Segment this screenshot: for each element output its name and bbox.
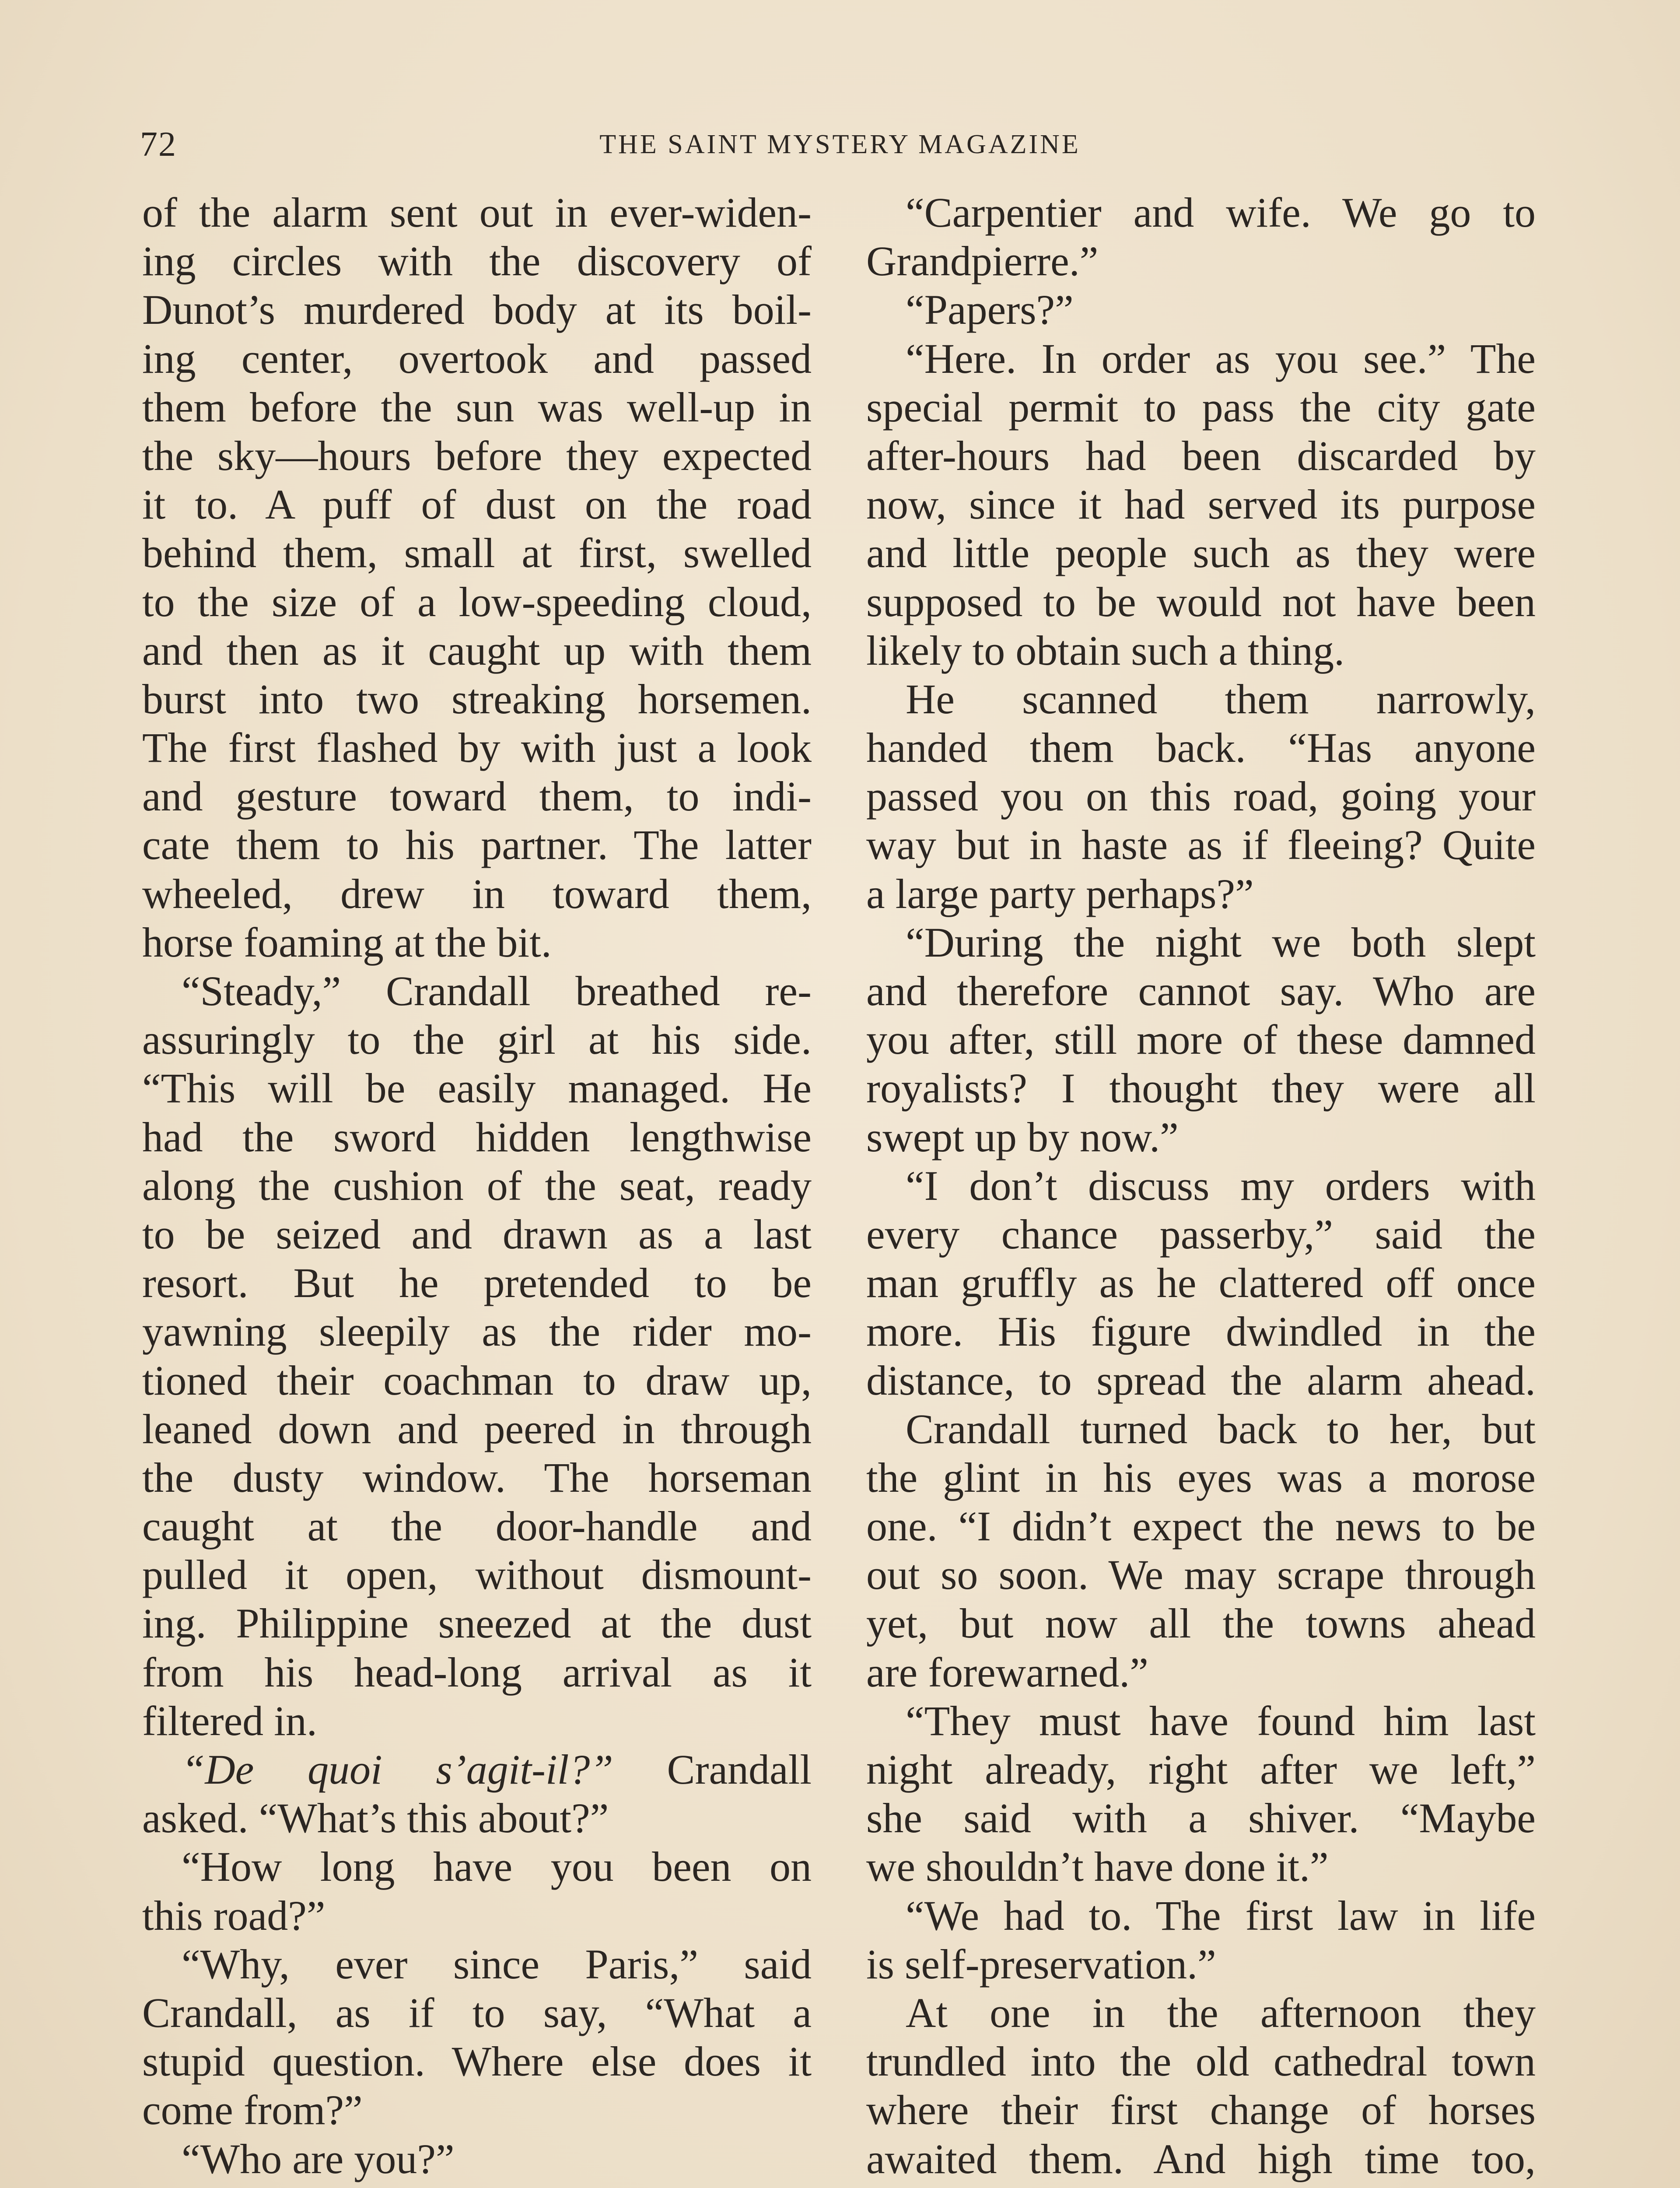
text-line: after-hours had been discarded by	[866, 432, 1536, 479]
text-line: ing. Philippine sneezed at the dust	[142, 1600, 812, 1647]
text-line: Grandpierre.”	[866, 238, 1099, 285]
text-line: “We had to. The first law in life	[906, 1892, 1536, 1939]
text-line: and then as it caught up with them	[142, 627, 812, 674]
text-line: pulled it open, without dismount-	[142, 1551, 812, 1599]
right-column	[866, 188, 1536, 2183]
text-line: ing circles with the discovery of	[142, 238, 812, 285]
text-line: Crandall turned back to her, but	[906, 1405, 1536, 1452]
text-line: “Who are you?”	[182, 2135, 455, 2182]
text-line: “Steady,” Crandall breathed re-	[182, 968, 812, 1014]
text-line: and gesture toward them, to indi-	[142, 773, 812, 820]
text-line: swept up by now.”	[866, 1113, 1179, 1161]
text-line: this road?”	[142, 1892, 326, 1939]
text-line: asked. “What’s this about?”	[142, 1795, 609, 1842]
italic-phrase: “De quoi s’agit-il?”	[182, 1746, 613, 1793]
text-line: At one in the afternoon they	[906, 1989, 1536, 2036]
text-line: now, since it had served its purpose	[866, 481, 1536, 528]
left-column	[142, 188, 812, 2183]
running-title: THE SAINT MYSTERY MAGAZINE	[599, 130, 1081, 159]
text-line: “They must have found him last	[906, 1697, 1536, 1744]
text-line: the sky—hours before they expected	[142, 432, 812, 479]
text-line: behind them, small at first, swelled	[142, 529, 812, 577]
text-line: it to. A puff of dust on the road	[142, 481, 812, 528]
text-line: of the alarm sent out in ever-widen-	[142, 189, 812, 236]
text-line: assuringly to the girl at his side.	[142, 1016, 812, 1063]
text-line: filtered in.	[142, 1697, 317, 1744]
text-line: awaited them. And high time too,	[866, 2135, 1536, 2182]
text-line: yet, but now all the towns ahead	[866, 1600, 1536, 1647]
text-line: burst into two streaking horsemen.	[142, 675, 812, 722]
text-line: handed them back. “Has anyone	[866, 724, 1536, 771]
text-line: wheeled, drew in toward them,	[142, 870, 812, 917]
text-line: Crandall, as if to say, “What a	[142, 1989, 812, 2036]
text-line: more. His figure dwindled in the	[866, 1308, 1536, 1355]
text-line: way but in haste as if fleeing? Quite	[866, 821, 1536, 869]
text-line: them before the sun was well-up in	[142, 383, 812, 431]
page-header	[140, 125, 1540, 173]
text-line: out so soon. We may scrape through	[866, 1551, 1536, 1599]
text-line: supposed to be would not have been	[866, 578, 1536, 625]
text-line: royalists? I thought they were all	[866, 1065, 1536, 1112]
text-line: cate them to his partner. The latter	[142, 821, 812, 869]
text-line: night already, right after we left,”	[866, 1746, 1536, 1793]
text-line: leaned down and peered in through	[142, 1405, 812, 1452]
text-line: had the sword hidden lengthwise	[142, 1113, 812, 1161]
text-line: you after, still more of these damned	[866, 1016, 1536, 1063]
text-line-italic	[142, 1745, 812, 1794]
text-line: every chance passerby,” said the	[866, 1210, 1536, 1258]
text-run: Crandall	[613, 1746, 812, 1793]
text-line: to the size of a low-speeding cloud,	[142, 578, 812, 625]
text-line: “I don’t discuss my orders with	[906, 1162, 1536, 1209]
text-line: “Papers?”	[906, 286, 1074, 333]
text-line: likely to obtain such a thing.	[866, 627, 1345, 674]
text-line: and little people such as they were	[866, 529, 1536, 577]
text-line: and therefore cannot say. Who are	[866, 968, 1536, 1014]
text-line: stupid question. Where else does it	[142, 2038, 812, 2085]
text-line: is self-preservation.”	[866, 1940, 1216, 1988]
text-line: “This will be easily managed. He	[142, 1065, 812, 1112]
text-line: the dusty window. The horseman	[142, 1454, 812, 1501]
page-number: 72	[140, 125, 177, 164]
text-line: “Carpentier and wife. We go to	[906, 189, 1536, 236]
text-line: the glint in his eyes was a morose	[866, 1454, 1536, 1501]
text-line: trundled into the old cathedral town	[866, 2038, 1536, 2085]
text-line: from his head-long arrival as it	[142, 1648, 812, 1696]
text-line: we shouldn’t have done it.”	[866, 1843, 1329, 1890]
text-line: “How long have you been on	[182, 1843, 812, 1890]
text-line: yawning sleepily as the rider mo-	[142, 1308, 812, 1355]
text-line: tioned their coachman to draw up,	[142, 1357, 812, 1404]
text-line: ing center, overtook and passed	[142, 335, 812, 382]
text-line: where their first change of horses	[866, 2086, 1536, 2134]
text-line: He scanned them narrowly,	[906, 675, 1536, 722]
text-line: “Why, ever since Paris,” said	[182, 1940, 812, 1988]
text-line: distance, to spread the alarm ahead.	[866, 1357, 1536, 1404]
text-line: man gruffly as he clattered off once	[866, 1259, 1536, 1307]
text-line: special permit to pass the city gate	[866, 383, 1536, 431]
text-line: The first flashed by with just a look	[142, 724, 812, 771]
text-line: along the cushion of the seat, ready	[142, 1162, 812, 1209]
text-line: “Here. In order as you see.” The	[906, 335, 1536, 382]
text-line: one. “I didn’t expect the news to be	[866, 1503, 1536, 1550]
text-line: caught at the door-handle and	[142, 1503, 812, 1550]
text-line: passed you on this road, going your	[866, 773, 1536, 820]
text-line: resort. But he pretended to be	[142, 1259, 812, 1307]
text-line: she said with a shiver. “Maybe	[866, 1795, 1536, 1842]
text-line: “During the night we both slept	[906, 919, 1536, 966]
text-line: horse foaming at the bit.	[142, 919, 552, 966]
text-line: to be seized and drawn as a last	[142, 1210, 812, 1258]
text-line: are forewarned.”	[866, 1648, 1148, 1696]
text-line: Dunot’s murdered body at its boil-	[142, 286, 812, 333]
text-line: a large party perhaps?”	[866, 870, 1254, 917]
text-line: come from?”	[142, 2086, 363, 2134]
